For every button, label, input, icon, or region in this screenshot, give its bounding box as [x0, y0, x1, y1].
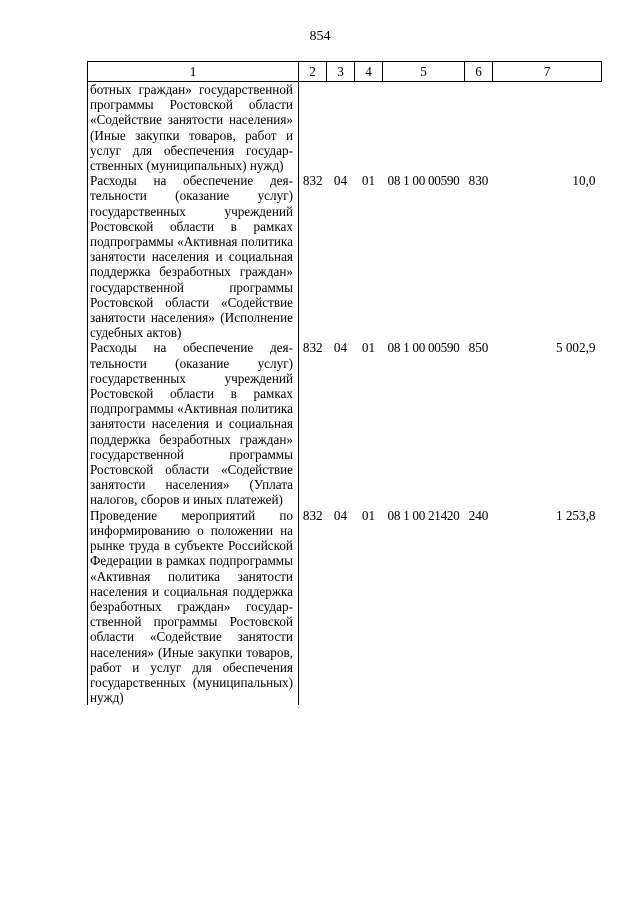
page-number: 854: [309, 29, 331, 44]
row-description: ботных граждан» государственной программы Ростовской области «Содействие занятости населения» (Иные закупки товаров, работ и услуг для обеспечения государственных (муниципальных) нужд): [88, 82, 299, 174]
budget-table: [87, 61, 602, 705]
header-col-5: 5: [383, 62, 465, 82]
table-row: [88, 340, 602, 507]
row-target-article: 08 1 00 21420: [387, 507, 460, 523]
row-ministry-code: [299, 82, 327, 174]
row-ministry-code: 832: [302, 507, 323, 523]
row-amount: 5 002,9: [555, 340, 596, 356]
header-col-6: 6: [465, 62, 493, 82]
row-target-article: 08 1 00 00590: [387, 340, 460, 356]
row-target-article: 08 1 00 00590: [387, 173, 460, 189]
row-subsection-code: 01: [361, 173, 376, 189]
header-col-3: 3: [327, 62, 355, 82]
row-subsection-code: [355, 82, 383, 174]
row-expense-type: 850: [468, 340, 489, 356]
row-expense-type: 240: [468, 507, 489, 523]
header-col-2: 2: [299, 62, 327, 82]
row-description: Расходы на обеспечение деятельности (оказание услуг) государственных учреждений Ростовской области в рамках подпрограммы «Активная политика занятости населения и социальная поддержка безработных граждан» государственной программы Ростовской области «Содействие занятости населения» (Исполнение судебных актов): [88, 173, 299, 340]
row-subsection-code: 01: [361, 340, 376, 356]
row-section-code: 04: [333, 507, 348, 523]
row-ministry-code: 832: [302, 340, 323, 356]
row-section-code: 04: [333, 173, 348, 189]
table-row: [88, 173, 602, 340]
row-amount: 10,0: [572, 173, 596, 189]
row-target-article: [383, 82, 465, 174]
table-row: [88, 508, 602, 706]
row-section-code: [327, 82, 355, 174]
row-description: Расходы на обеспечение деятельности (оказание услуг) государственных учреждений Ростовской области в рамках подпрограммы «Активная политика занятости населения и социальная поддержка безработных граждан» государственной программы Ростовской области «Содействие занятости населения» (Уплата налогов, сборов и иных платежей): [88, 340, 299, 507]
row-description: Проведение мероприятий по информированию о положении на рынке труда в субъекте Российской Федерации в рамках подпрограммы «Активная политика занятости населения и социальная поддержка безработных граждан» государственной программы Ростовской области «Содействие занятости населения» (Иные закупки товаров, работ и услуг для обеспечения государственных (муниципальных) нужд): [88, 508, 299, 706]
header-col-7: 7: [493, 62, 602, 82]
row-section-code: 04: [333, 340, 348, 356]
row-subsection-code: 01: [361, 507, 376, 523]
header-col-1: 1: [88, 62, 299, 82]
row-amount: 1 253,8: [555, 507, 596, 523]
row-ministry-code: 832: [302, 173, 323, 189]
header-row: [88, 62, 602, 82]
row-expense-type: [465, 82, 493, 174]
row-amount: [493, 82, 602, 174]
row-expense-type: 830: [468, 173, 489, 189]
table-row: [88, 82, 602, 174]
header-col-4: 4: [355, 62, 383, 82]
